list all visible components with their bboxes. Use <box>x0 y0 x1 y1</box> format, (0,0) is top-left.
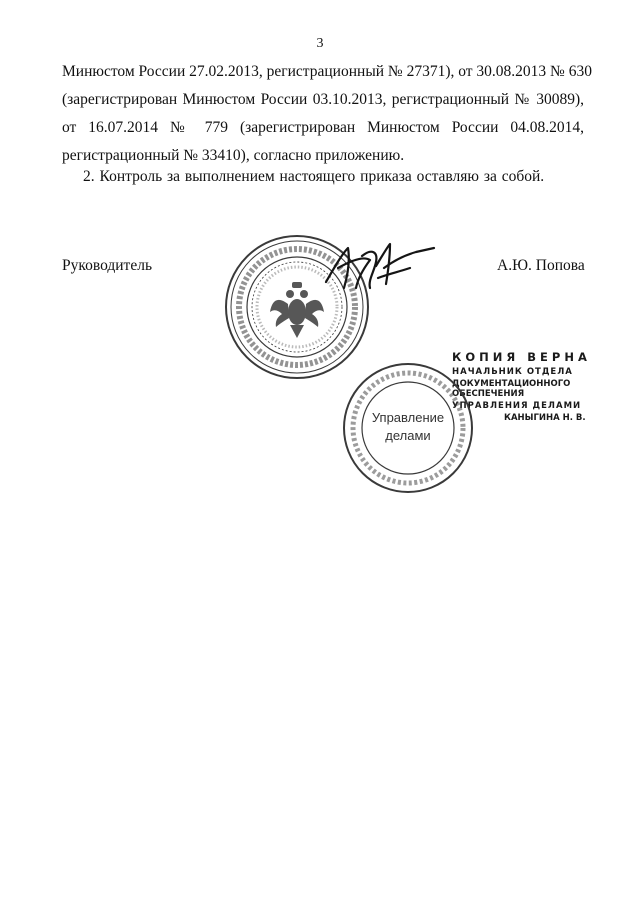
copy-line-1: КОПИЯ ВЕРНА <box>452 350 591 364</box>
signer-title: Руководитель <box>62 257 153 274</box>
copy-line-3: ДОКУМЕНТАЦИОННОГО ОБЕСПЕЧЕНИЯ <box>452 379 571 399</box>
paragraph-1-line-3: от 16.07.2014 № 779 (зарегистрирован Минюстом России 04.08.2014, <box>62 119 584 136</box>
item-2: 2. Контроль за выполнением настоящего приказа оставляю за собой. <box>83 168 545 185</box>
copy-seal-stamp <box>340 360 476 496</box>
copy-line-5: КАНЫГИНА Н. В. <box>504 413 586 423</box>
paragraph-1-line-2: (зарегистрирован Минюстом России 03.10.2013, регистрационный № 30089), <box>62 91 584 108</box>
copy-seal-center-line-2: делами <box>385 428 431 443</box>
copy-line-4: УПРАВЛЕНИЯ ДЕЛАМИ <box>452 401 582 411</box>
page-number: 3 <box>316 36 324 51</box>
signature <box>318 238 438 300</box>
signer-name: А.Ю. Попова <box>497 257 585 274</box>
copy-seal-center-line-1: Управление <box>371 410 445 425</box>
copy-line-2: НАЧАЛЬНИК ОТДЕЛА <box>452 367 573 377</box>
paragraph-1-line-1: Минюстом России 27.02.2013, регистрационный № 27371), от 30.08.2013 № 630 <box>62 63 592 80</box>
paragraph-1 <box>62 58 592 170</box>
eagle-emblem-icon <box>270 282 324 338</box>
paragraph-1-line-4: регистрационный № 33410), согласно приложению. <box>62 147 405 164</box>
